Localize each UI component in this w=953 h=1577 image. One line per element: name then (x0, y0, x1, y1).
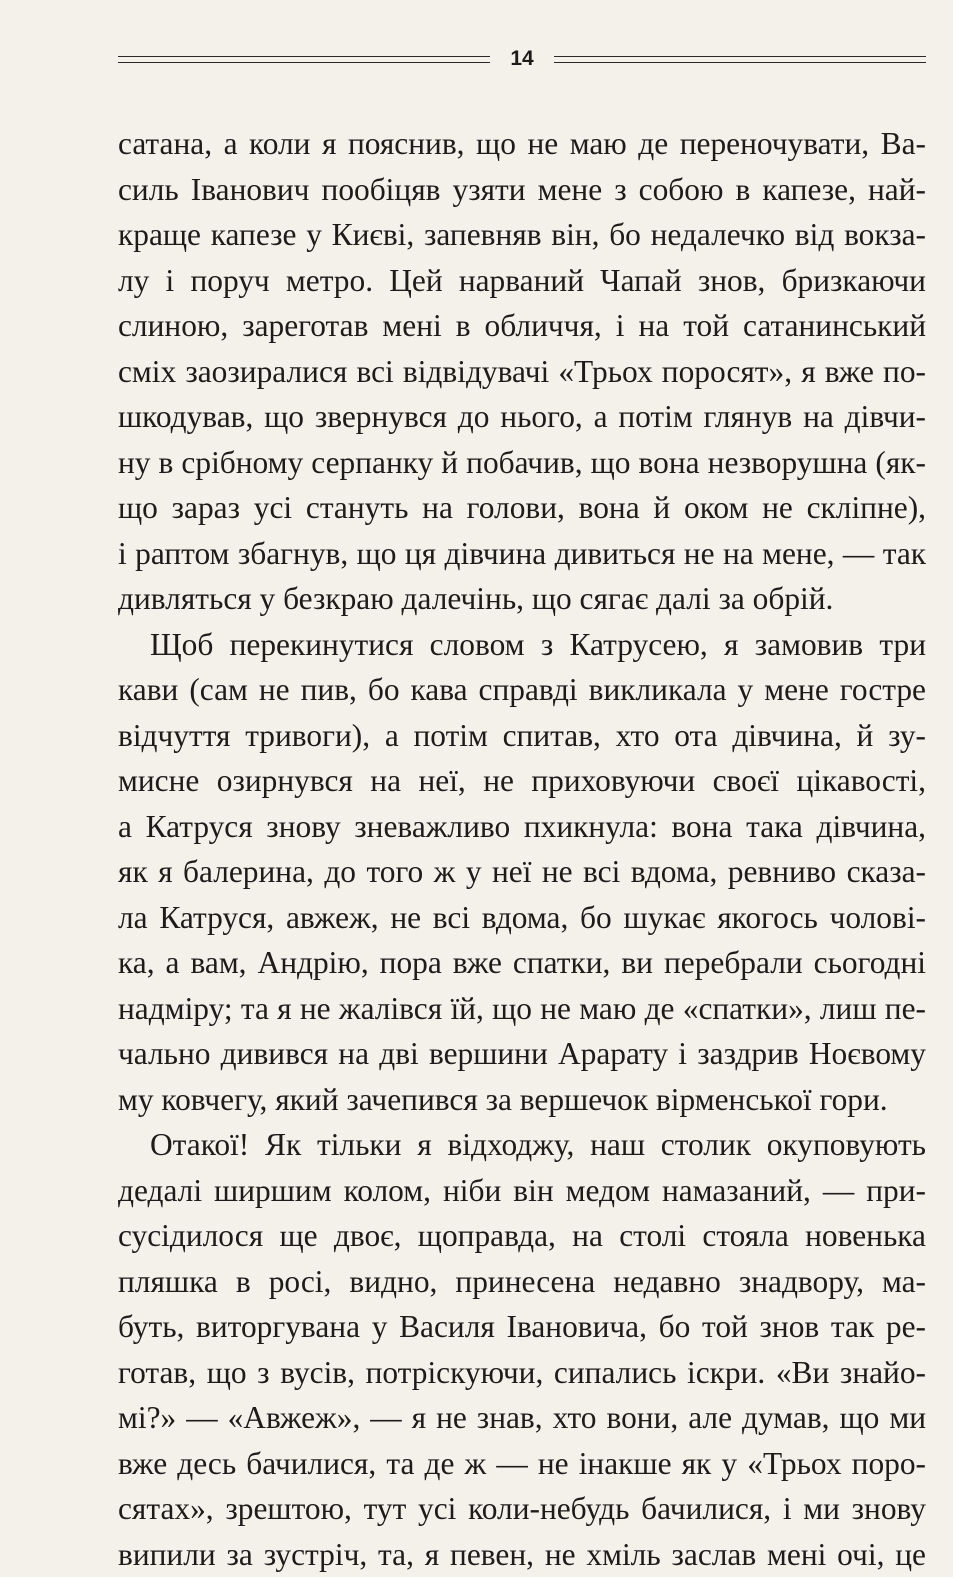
text-line: буть, виторгувана у Василя Івановича, бо той знов так ре- (118, 1304, 926, 1350)
text-line: мі?» — «Авжеж», — я не знав, хто вони, але думав, що ми (118, 1395, 926, 1441)
text-line: ну в срібному серпанку й побачив, що вона незворушна (як- (118, 440, 926, 486)
text-line: сусідилося ще двоє, щоправда, на столі стояла новенька (118, 1213, 926, 1259)
header-rule-right (554, 56, 926, 63)
text-line: слиною, зареготав мені в обличчя, і на той сатанинський (118, 303, 926, 349)
text-line: шкодував, що звернувся до нього, а потім глянув на дівчи- (118, 394, 926, 440)
text-line: Отакої! Як тільки я відходжу, наш столик окуповують (118, 1122, 926, 1168)
text-line: му ковчегу, який зачепився за вершечок вірменської гори. (118, 1077, 926, 1123)
text-line: Щоб перекинутися словом з Катрусею, я замовив три (118, 622, 926, 668)
text-line: сятах», зрештою, тут усі коли-небудь бачилися, і ми знову (118, 1486, 926, 1532)
text-line: мисне озирнувся на неї, не приховуючи своєї цікавості, (118, 758, 926, 804)
text-line: і раптом збагнув, що ця дівчина дивиться не на мене, — так (118, 531, 926, 577)
body-text (118, 121, 926, 1577)
text-line: чально дивився на дві вершини Арарату і заздрив Ноєвому (118, 1031, 926, 1077)
text-line: краще капезе у Києві, запевняв він, бо недалечко від вокза- (118, 212, 926, 258)
page-number: 14 (490, 42, 553, 76)
text-line: готав, що з вусів, потріскуючи, сипались іскри. «Ви знайо- (118, 1350, 926, 1396)
text-line: що зараз усі стануть на голови, вона й оком не скліпне), (118, 485, 926, 531)
text-line: а Катруся знову зневажливо пхикнула: вона така дівчина, (118, 804, 926, 850)
text-line: кави (сам не пив, бо кава справді викликала у мене гостре (118, 667, 926, 713)
text-line: пляшка в росі, видно, принесена недавно знадвору, ма- (118, 1259, 926, 1305)
text-line: як я балерина, до того ж у неї не всі вдома, ревниво сказа- (118, 849, 926, 895)
text-line: ка, а вам, Андрію, пора вже спатки, ви перебрали сьогодні (118, 940, 926, 986)
text-line: дедалі ширшим колом, ніби він медом намазаний, — при- (118, 1168, 926, 1214)
paragraph-1 (118, 121, 926, 622)
text-line: випили за зустріч, та, я певен, не хміль заслав мені очі, це (118, 1532, 926, 1577)
text-line: відчуття тривоги), а потім спитав, хто ота дівчина, й зу- (118, 713, 926, 759)
text-line: ла Катруся, авжеж, не всі вдома, бо шукає якогось чолові- (118, 895, 926, 941)
paragraph-3 (118, 1122, 926, 1577)
page-header (118, 42, 926, 76)
text-line: сміх заозиралися всі відвідувачі «Трьох поросят», я вже по- (118, 349, 926, 395)
text-line: сатана, а коли я пояснив, що не маю де переночувати, Ва- (118, 121, 926, 167)
text-line: вже десь бачилися, та де ж — не інакше як у «Трьох поро- (118, 1441, 926, 1487)
header-rule-left (118, 56, 490, 63)
paragraph-2 (118, 622, 926, 1123)
text-line: силь Іванович пообіцяв узяти мене з собою в капезе, най- (118, 167, 926, 213)
text-line: дивляться у безкраю далечінь, що сягає далі за обрій. (118, 576, 926, 622)
text-line: надміру; та я не жалівся їй, що не маю де «спатки», лиш пе- (118, 986, 926, 1032)
text-line: лу і поруч метро. Цей нарваний Чапай знов, бризкаючи (118, 258, 926, 304)
